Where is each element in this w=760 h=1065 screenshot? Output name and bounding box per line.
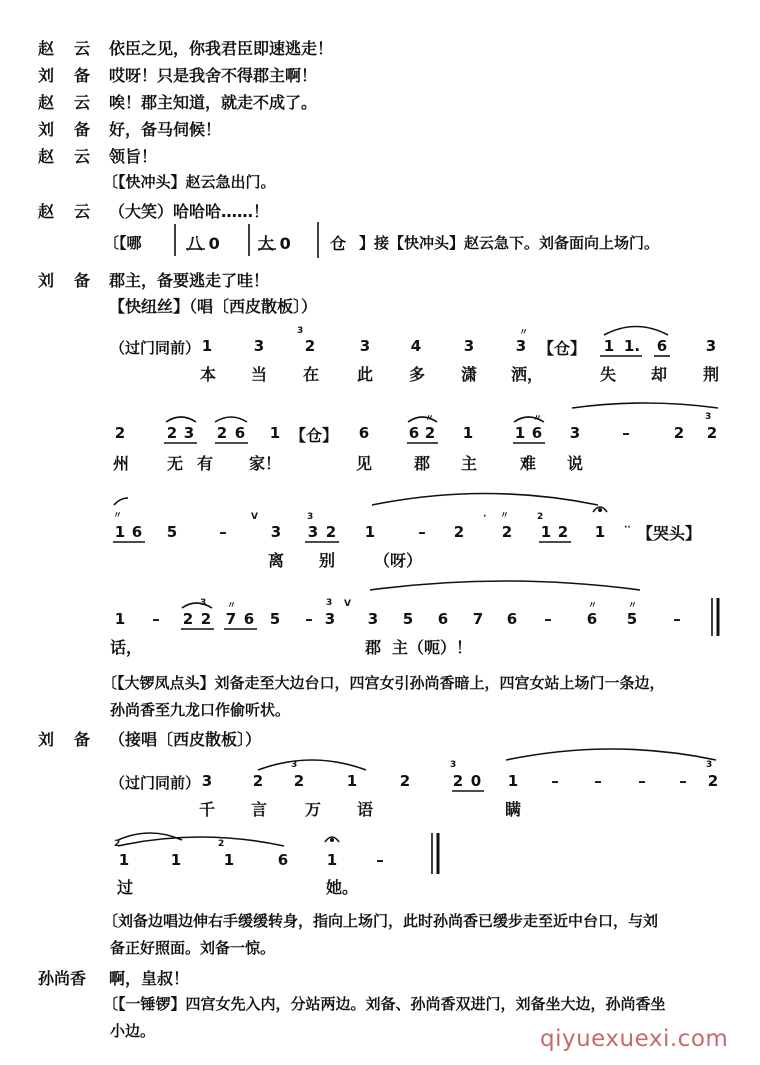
lyric: 家！ <box>249 454 282 473</box>
dialogue-text: 领旨！ <box>109 147 158 166</box>
lyric: 难 <box>519 454 536 473</box>
note: 5 <box>626 610 638 628</box>
note: 3 <box>359 337 371 355</box>
speaker-name: 赵 云 <box>38 147 93 166</box>
lyric: 潇 <box>460 365 477 384</box>
slur <box>258 760 366 770</box>
dash: – <box>551 772 559 790</box>
ornament-mark: 〃 <box>113 511 123 521</box>
note: 3 <box>324 610 336 628</box>
ornament-mark: 〃 <box>588 601 598 611</box>
lyric: 言 <box>250 800 267 819</box>
note: 3 <box>307 523 319 541</box>
dialogue-text: 唉！郡主知道，就走不成了。 <box>109 93 318 112</box>
note: 2 <box>501 523 513 541</box>
grace-note: 3 <box>291 760 298 770</box>
note: 2 <box>200 610 212 628</box>
dash: – <box>376 851 384 869</box>
speaker-name: 刘 备 <box>38 271 93 290</box>
note: 1 <box>514 424 526 442</box>
speaker-name: 刘 备 <box>38 730 93 749</box>
speaker-name: 赵 云 <box>38 202 93 221</box>
slur <box>370 581 640 590</box>
percussion-ba: 八 0 <box>187 234 220 253</box>
percussion-rest: 】接【快冲头】赵云急下。刘备面向上场门。 <box>359 234 660 252</box>
ornament-mark: 〃 <box>519 328 529 338</box>
note: 6 <box>243 610 255 628</box>
slur <box>118 837 284 846</box>
note: 2 <box>399 772 411 790</box>
dialogue-text: 依臣之见，你我君臣即速逃走！ <box>109 39 334 58</box>
breath-mark: V <box>251 512 258 522</box>
stage-direction: 〔【一锤锣】四宫女先入内，分站两边。刘备、孙尚香双进门，刘备坐大边，孙尚香坐 <box>103 995 666 1013</box>
dash: – <box>544 610 552 628</box>
note: 3 <box>515 337 527 355</box>
note: 1 <box>603 337 615 355</box>
lyric: 她。 <box>326 878 359 897</box>
note: 3 <box>201 772 213 790</box>
lyric: 在 <box>302 365 319 384</box>
note: 1 <box>223 851 235 869</box>
ornament-mark: 〃 <box>425 414 435 424</box>
note: 1 <box>114 610 126 628</box>
note: 7 <box>225 610 237 628</box>
lyric: 主 <box>460 454 477 473</box>
dash: – <box>152 610 160 628</box>
note: 2 <box>166 424 178 442</box>
note: 6 <box>234 424 246 442</box>
lyric: 却 <box>650 365 667 384</box>
note: 1 <box>507 772 519 790</box>
note: 5 <box>166 523 178 541</box>
dialogue-text: 啊，皇叔！ <box>109 969 190 988</box>
ornament-mark: 〃 <box>500 511 510 521</box>
guomen-label: （过门同前） <box>110 774 201 792</box>
slur <box>182 603 212 608</box>
note: 2 <box>453 523 465 541</box>
lyric: 荆 <box>702 365 719 384</box>
dialogue-text: 郡主，备要逃走了哇！ <box>109 271 270 290</box>
note: 1. <box>623 337 641 355</box>
note: 3 <box>705 337 717 355</box>
lyric: 别 <box>318 551 335 570</box>
slur <box>506 749 716 760</box>
slur <box>408 417 437 422</box>
stage-direction: 小边。 <box>110 1022 156 1040</box>
note: 1 <box>346 772 358 790</box>
note: 2 <box>216 424 228 442</box>
grace-note: 3 <box>297 326 304 336</box>
guomen-label: （过门同前） <box>110 339 201 357</box>
lyric: 主（呃）！ <box>392 638 473 657</box>
dash: – <box>305 610 313 628</box>
slur <box>166 417 196 422</box>
slur <box>114 498 128 505</box>
note: 1 <box>364 523 376 541</box>
note: 2 <box>557 523 569 541</box>
note: 2 <box>293 772 305 790</box>
lyric: 瞒 <box>504 800 521 819</box>
note: 2 <box>673 424 685 442</box>
note: 6 <box>586 610 598 628</box>
stage-direction: 备正好照面。刘备一惊。 <box>110 939 276 957</box>
note: 2 <box>452 772 464 790</box>
cang-mark: 【仓】 <box>538 339 587 358</box>
lyric: （呀） <box>374 551 423 570</box>
lyric: 多 <box>408 365 425 384</box>
note: 3 <box>367 610 379 628</box>
note: 2 <box>707 772 719 790</box>
note: 2 <box>114 424 126 442</box>
dash: – <box>219 523 227 541</box>
note: 6 <box>506 610 518 628</box>
note: 0 <box>470 772 482 790</box>
note: 1 <box>118 851 130 869</box>
dot-mark: · <box>483 512 487 522</box>
lyric: 郡 <box>413 454 430 473</box>
lyric: 当 <box>250 365 267 384</box>
cang-mark: 【仓】 <box>290 426 339 445</box>
lyric: 见 <box>355 454 372 473</box>
slur <box>514 417 544 422</box>
dash: – <box>638 772 646 790</box>
grace-note: 3 <box>326 598 333 608</box>
fermata-dot <box>599 509 601 511</box>
speaker-name: 赵 云 <box>38 39 93 58</box>
ornament-mark: 〃 <box>227 601 237 611</box>
grace-note: 3 <box>200 598 207 608</box>
grace-note: 2 <box>218 839 225 849</box>
note: 6 <box>531 424 543 442</box>
grace-note: 3 <box>450 760 457 770</box>
grace-note: 3 <box>706 760 713 770</box>
fermata-dot <box>331 839 333 841</box>
dot-mark: ·· <box>624 523 631 533</box>
stage-direction: 〔刘备边唱边伸右手缓缓转身，指向上场门，此时孙尚香已缓步走至近中台口，与刘 <box>103 912 659 930</box>
note: 2 <box>252 772 264 790</box>
note: 4 <box>410 337 422 355</box>
note: 2 <box>304 337 316 355</box>
lyric: 本 <box>199 365 216 384</box>
dialogue-text: （接唱〔西皮散板〕） <box>109 730 262 749</box>
note: 6 <box>358 424 370 442</box>
note: 6 <box>656 337 668 355</box>
breath-mark: V <box>344 599 351 609</box>
lyric: 万 <box>304 800 321 819</box>
lyric: 有 <box>196 454 213 473</box>
kutou-mark: 【哭头】 <box>637 524 702 543</box>
dash: – <box>594 772 602 790</box>
lyric: 失 <box>599 365 616 384</box>
note: 6 <box>408 424 420 442</box>
dash: – <box>418 523 426 541</box>
note: 5 <box>402 610 414 628</box>
note: 3 <box>270 523 282 541</box>
lyric: 语 <box>356 800 373 819</box>
note: 1 <box>114 523 126 541</box>
note: 1 <box>170 851 182 869</box>
note: 6 <box>131 523 143 541</box>
stage-direction: 〔【快冲头】赵云急出门。 <box>103 173 276 191</box>
speaker-name: 孙尚香 <box>38 969 87 988</box>
speaker-name: 刘 备 <box>38 66 93 85</box>
note: 7 <box>472 610 484 628</box>
dialogue-text: （大笑）哈哈哈……！ <box>109 202 270 221</box>
lyric: 千 <box>198 800 215 819</box>
lyric: 无 <box>166 454 183 473</box>
dialogue-text: 哎呀！只是我舍不得郡主啊！ <box>109 66 318 85</box>
stage-direction: 〔【大锣凤点头】刘备走至大边台口，四宫女引孙尚香暗上，四宫女站上场门一条边， <box>102 674 665 692</box>
note: 1 <box>462 424 474 442</box>
ornament-mark: 〃 <box>533 414 543 424</box>
lyric: 说 <box>566 454 583 473</box>
note: 3 <box>253 337 265 355</box>
speaker-name: 刘 备 <box>38 120 93 139</box>
dash: – <box>673 610 681 628</box>
slur <box>118 833 182 840</box>
note: 6 <box>437 610 449 628</box>
lyric: 话， <box>110 638 143 657</box>
dialogue-text: 好，备马伺候！ <box>109 120 222 139</box>
percussion-da: 大 0 <box>258 234 291 253</box>
speaker-name: 赵 云 <box>38 93 93 112</box>
note: 1 <box>326 851 338 869</box>
note: 1 <box>594 523 606 541</box>
note: 3 <box>183 424 195 442</box>
dash: – <box>679 772 687 790</box>
note: 6 <box>277 851 289 869</box>
watermark-text: qiyuexuexi.com <box>540 1026 729 1052</box>
ornament-mark: 〃 <box>628 601 638 611</box>
note: 1 <box>201 337 213 355</box>
slur <box>372 494 598 506</box>
tune-label: 【快纽丝】（唱〔西皮散板〕） <box>109 297 318 316</box>
percussion-open: 〔【哪 <box>104 234 142 252</box>
note: 5 <box>269 610 281 628</box>
lyric: 过 <box>116 878 133 897</box>
slur <box>604 327 668 336</box>
grace-note: 2 <box>537 512 544 522</box>
lyric: 州 <box>112 454 129 473</box>
lyric: 洒， <box>511 365 544 384</box>
percussion-cang: 仓 <box>330 234 347 253</box>
grace-note: 3 <box>705 412 712 422</box>
slur <box>215 417 247 422</box>
stage-direction: 孙尚香至九龙口作偷听状。 <box>110 701 291 719</box>
dash: – <box>622 424 630 442</box>
grace-note: 3 <box>307 512 314 522</box>
note: 1 <box>540 523 552 541</box>
lyric: 离 <box>267 551 284 570</box>
note: 2 <box>424 424 436 442</box>
note: 3 <box>463 337 475 355</box>
note: 2 <box>325 523 337 541</box>
slur <box>572 403 718 408</box>
note: 3 <box>569 424 581 442</box>
grace-note: 2 <box>114 839 121 849</box>
lyric: 此 <box>356 365 373 384</box>
note: 2 <box>706 424 718 442</box>
lyric: 郡 <box>364 638 381 657</box>
note: 2 <box>182 610 194 628</box>
note: 1 <box>269 424 281 442</box>
